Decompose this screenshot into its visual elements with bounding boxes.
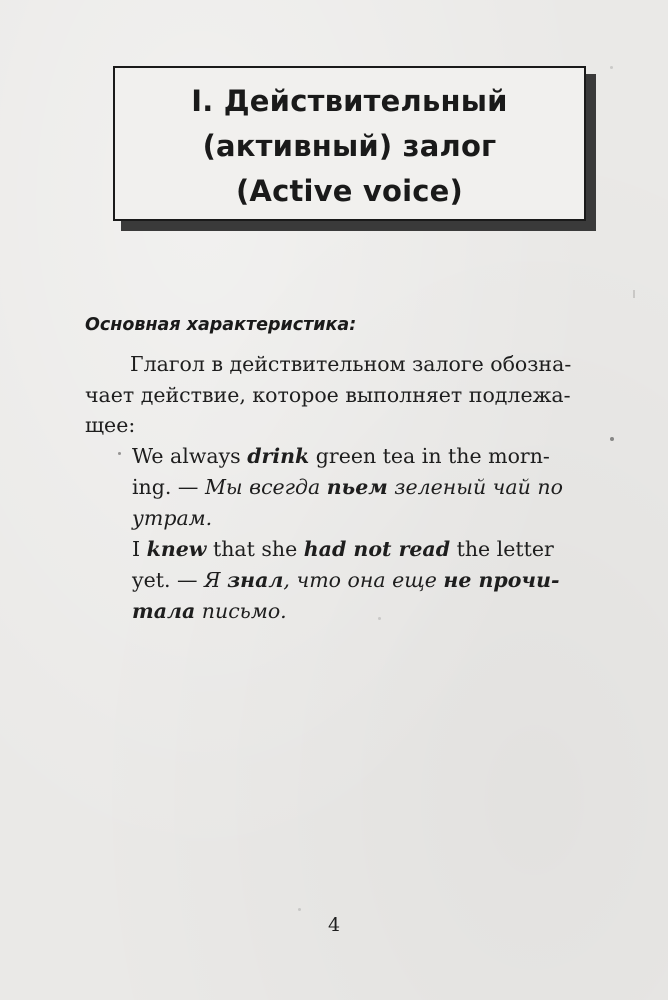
example-2-text: the letter — [450, 537, 554, 561]
example-2-translation-verb: не прочи- — [443, 568, 560, 592]
example-1-translation-verb: пьем — [326, 475, 388, 499]
page-number: 4 — [327, 914, 341, 936]
scan-speck — [610, 437, 614, 441]
chapter-title-box — [113, 66, 586, 221]
chapter-title-line-2: (активный) залог — [202, 129, 497, 163]
scan-speck — [298, 908, 301, 911]
example-2-line-2 — [132, 568, 560, 592]
chapter-title-line-1: I. Действительный — [191, 84, 508, 118]
definition-line-3: щее: — [85, 413, 136, 437]
example-1-translation: Мы всегда — [204, 475, 327, 499]
section-heading: Основная характеристика: — [85, 315, 357, 335]
chapter-title-line-3: (Active voice) — [235, 174, 464, 208]
example-2-translation: письмо. — [195, 599, 287, 623]
example-2-line-3 — [132, 599, 287, 623]
example-1-verb: drink — [247, 444, 310, 468]
example-2-translation: , что она еще — [283, 568, 444, 592]
example-1-translation: утрам. — [132, 506, 213, 530]
example-2-translation-verb: тала — [132, 599, 196, 623]
example-2-text: I — [132, 537, 147, 561]
example-1-line-2 — [132, 475, 563, 499]
scan-speck — [378, 617, 381, 620]
example-2-translation: Я — [204, 568, 228, 592]
example-1-line-3 — [132, 506, 212, 530]
example-2-verb: knew — [146, 537, 207, 561]
example-1-text: ing. — — [132, 475, 205, 499]
example-1-line-1 — [132, 444, 550, 468]
example-2-line-1 — [132, 537, 554, 561]
example-2-verb: had not read — [303, 537, 451, 561]
definition-line-1: Глагол в действительном залоге обозна- — [130, 352, 572, 376]
definition-line-2: чает действие, которое выполняет подлежа- — [85, 383, 571, 407]
example-2-text: that she — [206, 537, 304, 561]
scan-speck — [610, 66, 613, 69]
example-2-text: yet. — — [132, 568, 205, 592]
scan-speck — [633, 290, 635, 298]
example-1-text: green tea in the morn- — [309, 444, 550, 468]
example-2-translation-verb: знал — [227, 568, 284, 592]
example-1-text: We always — [132, 444, 248, 468]
example-1-translation: зеленый чай по — [387, 475, 563, 499]
scan-speck — [118, 452, 121, 455]
